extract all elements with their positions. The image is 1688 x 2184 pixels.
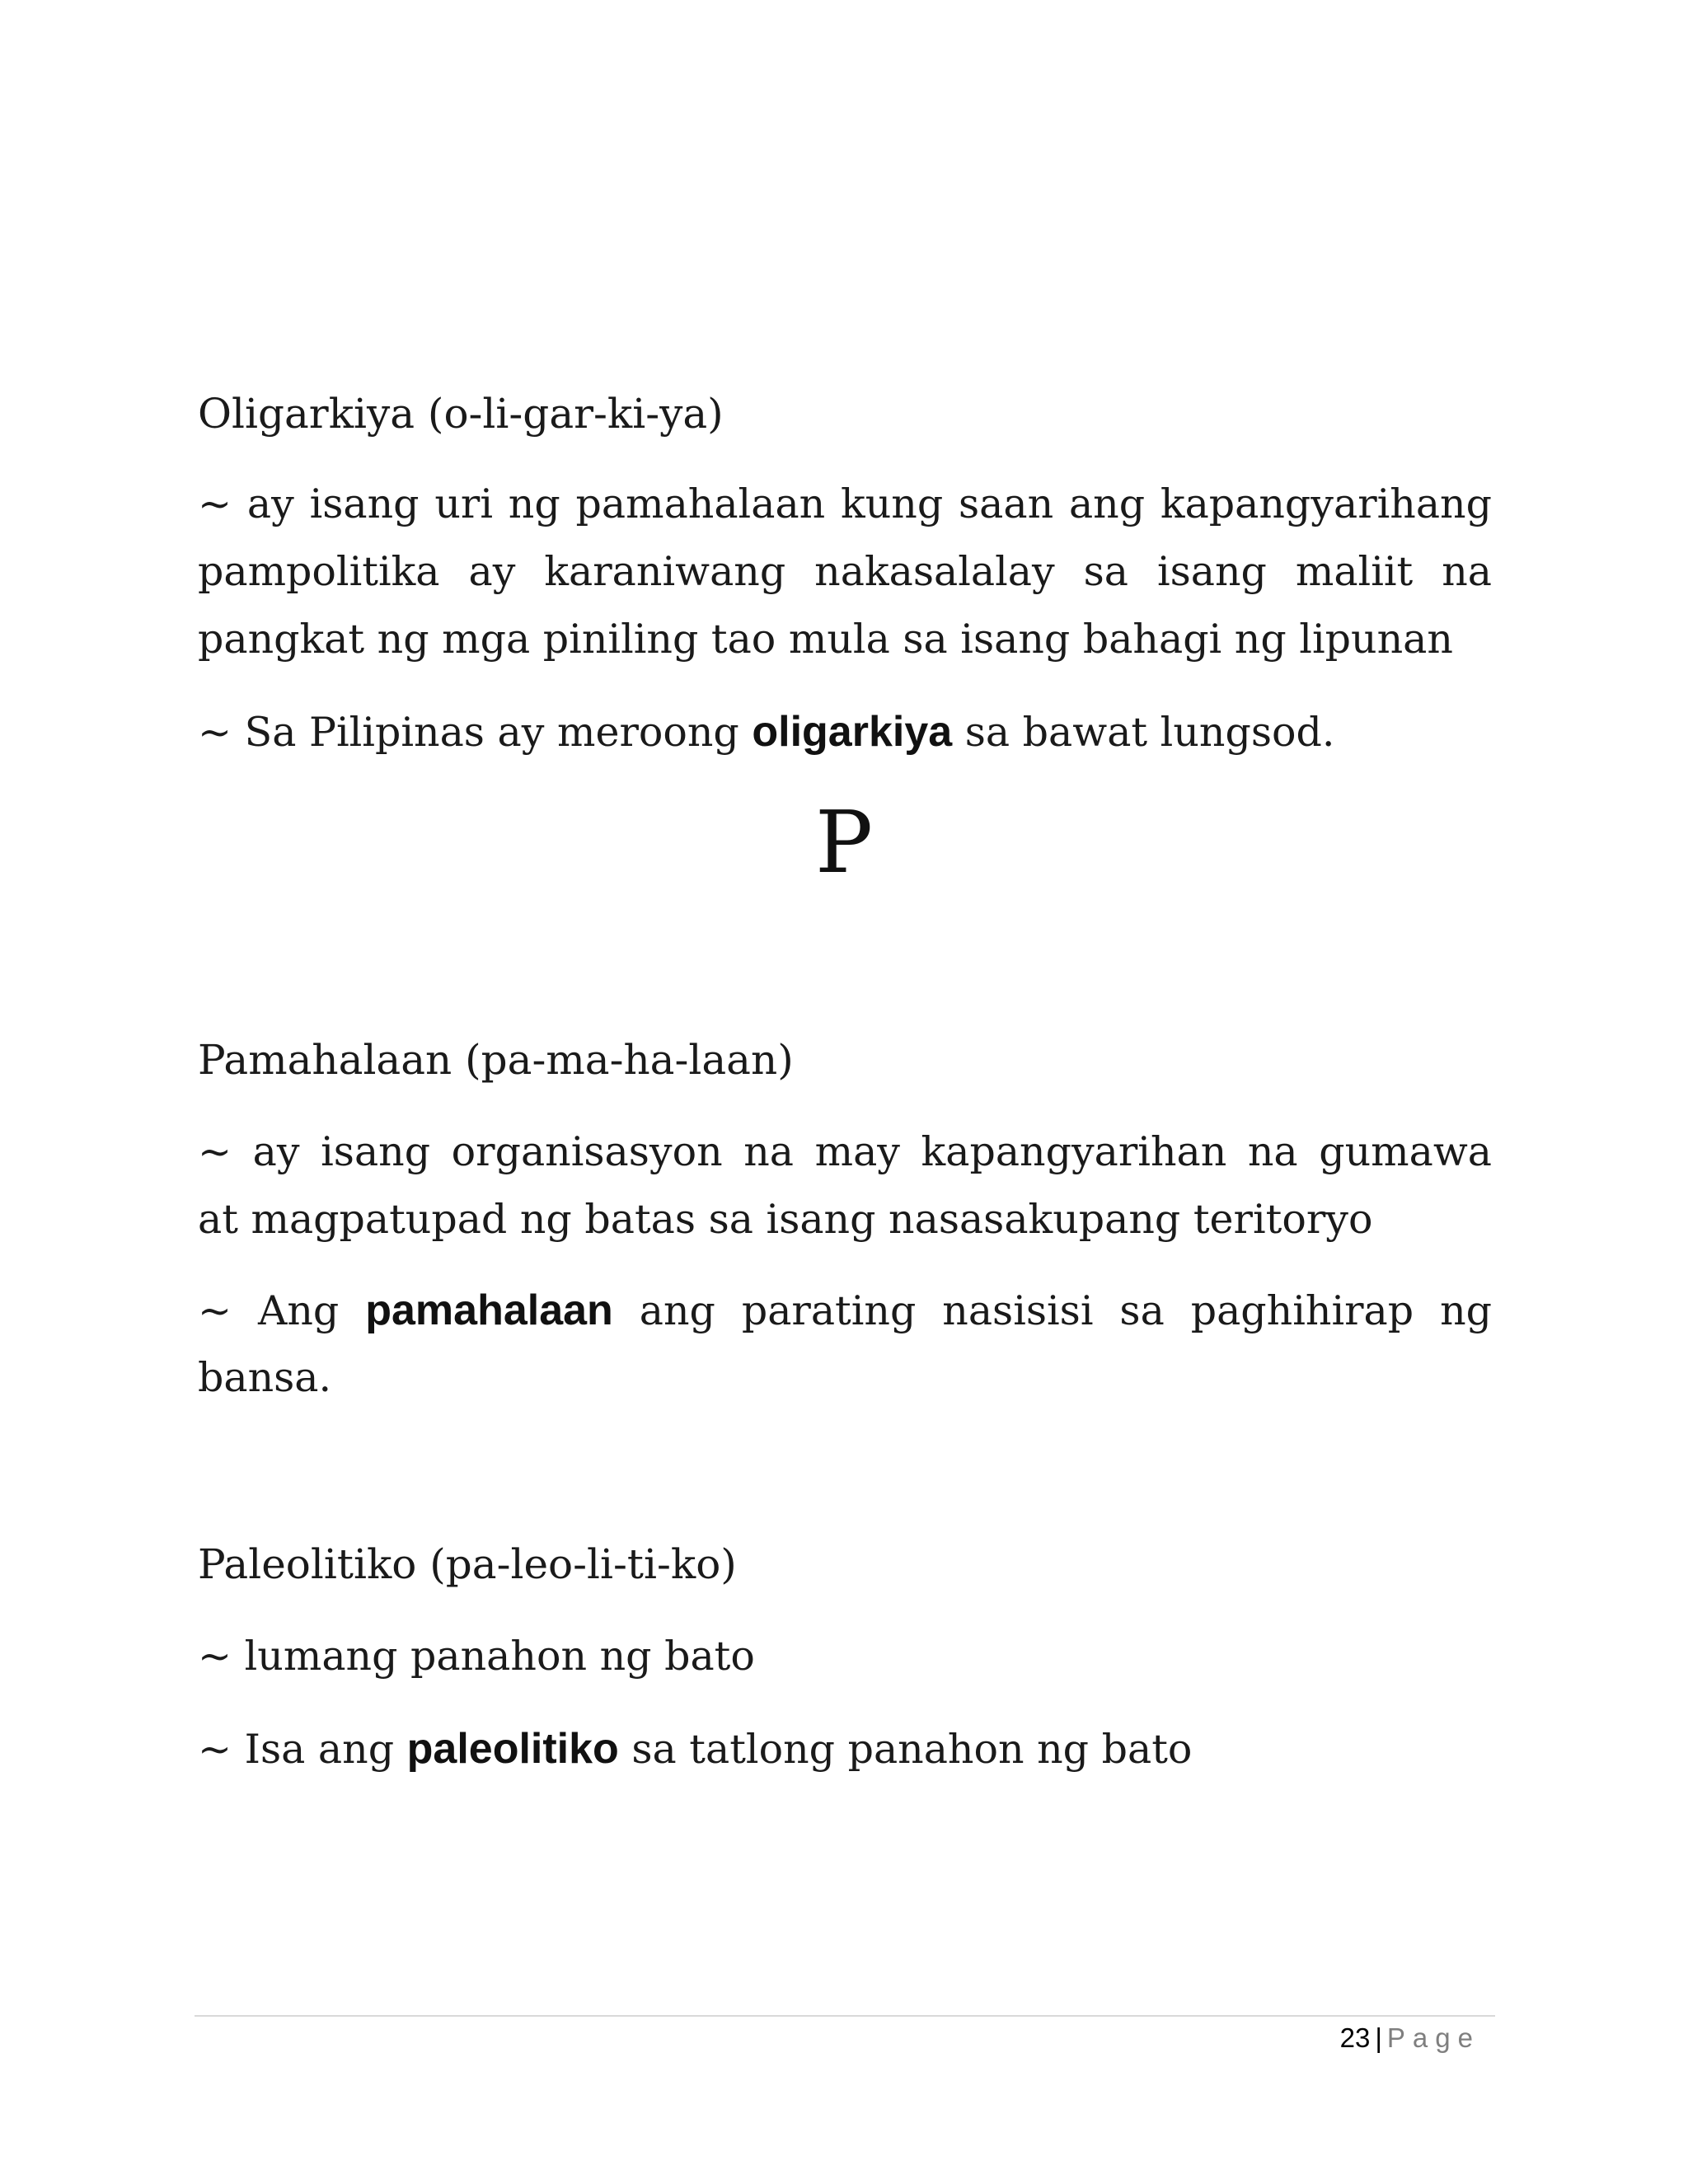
footer-divider bbox=[195, 2015, 1495, 2017]
entry-term-paleolitiko: Paleolitiko (pa-leo-li-ti-ko) bbox=[198, 1540, 737, 1588]
definition-line: ~ lumang panahon ng bato bbox=[198, 1633, 755, 1680]
example-text: ang parating nasisisi sa paghihirap ng bbox=[612, 1287, 1492, 1334]
page-label: Page bbox=[1386, 2022, 1480, 2053]
example-sentence-oligarkiya bbox=[198, 697, 1492, 767]
example-text: ~ Sa Pilipinas ay meroong bbox=[198, 709, 753, 756]
page-footer bbox=[1340, 2017, 1480, 2060]
example-text: sa bawat lungsod. bbox=[952, 709, 1335, 756]
example-bold-term: oligarkiya bbox=[752, 708, 953, 756]
example-text: sa tatlong panahon ng bato bbox=[618, 1726, 1193, 1773]
section-letter-heading: P bbox=[815, 792, 873, 893]
example-continuation: bansa. bbox=[198, 1354, 332, 1401]
example-text: ~ Ang bbox=[198, 1287, 366, 1334]
page-number: 23 bbox=[1339, 2022, 1371, 2053]
entry-term-pamahalaan: Pamahalaan (pa-ma-ha-laan) bbox=[198, 1036, 794, 1084]
entry-term-oligarkiya: Oligarkiya (o-li-gar-ki-ya) bbox=[198, 390, 724, 438]
definition-line: ~ ay isang uri ng pamahalaan kung saan ang kapangyarihang bbox=[198, 480, 1492, 527]
example-bold-term: pamahalaan bbox=[365, 1286, 613, 1334]
example-sentence-pamahalaan bbox=[198, 1276, 1492, 1346]
example-text: ~ Isa ang bbox=[198, 1726, 407, 1773]
definition-line: at magpatupad ng batas sa isang nasasakupang teritoryo bbox=[198, 1196, 1373, 1243]
definition-line: ~ ay isang organisasyon na may kapangyarihan na gumawa bbox=[198, 1128, 1492, 1175]
example-bold-term: paleolitiko bbox=[406, 1725, 619, 1773]
footer-separator: | bbox=[1375, 2022, 1382, 2053]
definition-line: pampolitika ay karaniwang nakasalalay sa isang maliit na bbox=[198, 548, 1492, 595]
example-sentence-paleolitiko bbox=[198, 1714, 1492, 1784]
definition-line: pangkat ng mga piniling tao mula sa isang bahagi ng lipunan bbox=[198, 616, 1453, 663]
